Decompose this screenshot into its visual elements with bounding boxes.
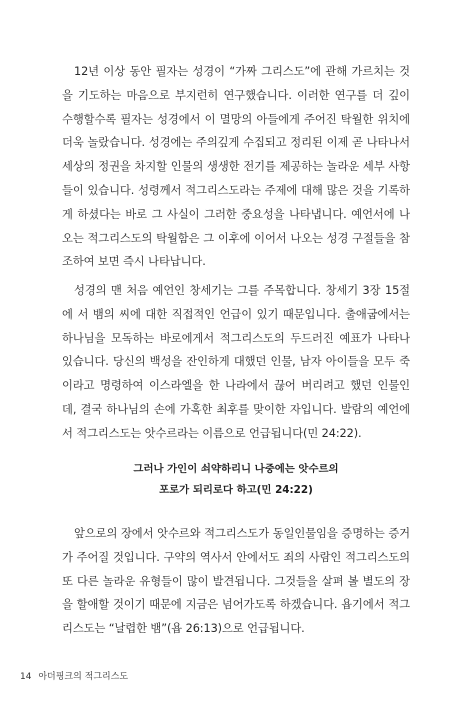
running-title: 아더핑크의 적그리스도 (38, 672, 129, 682)
scripture-quote-line: 그러나 가인이 쇠약하리니 나중에는 앗수르의 (133, 463, 339, 475)
body-paragraph: 12년 이상 동안 필자는 성경이 “가짜 그리스도”에 관해 가르치는 것을 기도하는 마음으로 부지런히 연구했습니다. 이러한 연구를 더 깊이 수행할수록 필자는 성경에서 이 멸망의 아들에게 주어진 탁월한 위치에 더욱 놀랐습니다. 성경에는 주의깊게 수집되고 정리된 이제 곧 나타나서 세상의 정권을 차지할 인물의 생생한 전기를 제공하는 놀라운 세부 사항들이 있습니다. 성령께서 적그리스도라는 주제에 대해 많은 것을 기록하게 하셨다는 바로 그 사실이 그러한 중요성을 나타냅니다. 예언서에 나오는 적그리스도의 탁월함은 그 이후에 이어서 나오는 성경 구절들을 참조하여 보면 즉시 나타납니다. (62, 65, 410, 269)
body-paragraph: 앞으로의 장에서 앗수르와 적그리스도가 동일인물임을 증명하는 증거가 주어질 것입니다. 구약의 역사서 안에서도 죄의 사람인 적그리스도의 또 다른 놀라운 유형들이 많이 발견됩니다. 그것들을 살펴 볼 별도의 장을 할애할 것이기 때문에 지금은 넘어가도록 하겠습니다. 욥기에서 적그리스도는 “날렵한 뱀”(욥 26:13)으로 언급됩니다. (62, 527, 410, 636)
body-paragraph: 성경의 맨 처음 예언인 창세기는 그를 주목합니다. 창세기 3장 15절에 서 뱀의 씨에 대한 직접적인 언급이 있기 때문입니다. 출애굽에서는 하나님을 모독하는 바로에게서 적그리스도의 두드러진 예표가 나타나 있습니다. 당신의 백성을 잔인하게 대했던 인물, 남자 아이들을 모두 죽이라고 명령하여 이스라엘을 한 나라에서 끊어 버리려고 했던 인물인 데, 결국 하나님의 손에 가혹한 최후를 맞이한 자입니다. 발람의 예언에서 적그리스도는 앗수르라는 이름으로 언급됩니다(민 24:22). (62, 284, 410, 440)
scripture-quote-line: 포로가 되리로다 하고(민 24:22) (159, 484, 313, 496)
scripture-quote (62, 459, 410, 501)
page-footer (20, 669, 128, 682)
page-number: 14 (20, 672, 32, 682)
